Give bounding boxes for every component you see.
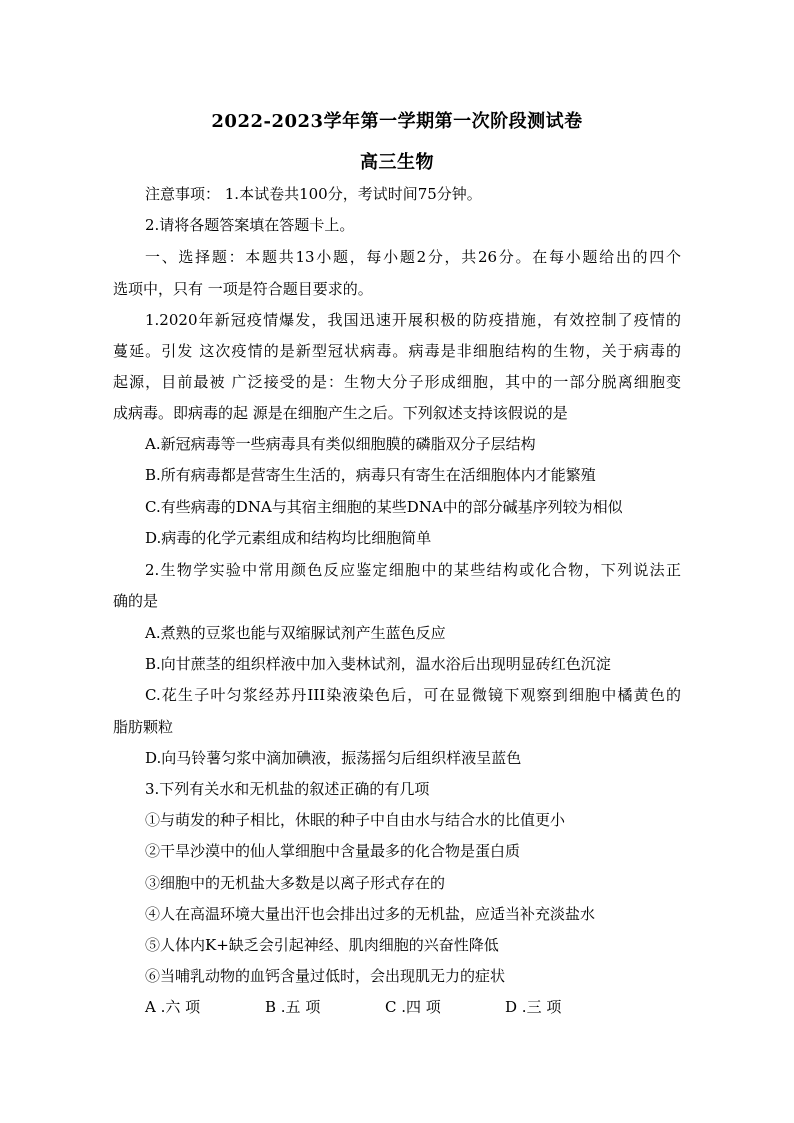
q3-item-2: ②干旱沙漠中的仙人掌细胞中含量最多的化合物是蛋白质 bbox=[145, 842, 521, 860]
q3-item-6: ⑥当哺乳动物的血钙含量过低时，会出现肌无力的症状 bbox=[145, 967, 506, 985]
q3-choice-a: A .六 项 bbox=[145, 998, 201, 1016]
q3-item-1: ①与萌发的种子相比，休眠的种子中自由水与结合水的比值更小 bbox=[145, 811, 566, 829]
exam-subject: 高三生物 bbox=[360, 152, 434, 173]
q1-stem-line-4: 成病毒。即病毒的起 源是在细胞产生之后。下列叙述支持该假说的是 bbox=[113, 404, 568, 422]
q1-stem-line-2: 蔓延。引发 这次疫情的是新型冠状病毒。病毒是非细胞结构的生物，关于病毒的 bbox=[113, 342, 681, 360]
q3-choices bbox=[145, 997, 605, 1017]
section-heading-line-2: 选项中，只有 一项是符合题目要求的。 bbox=[113, 280, 373, 298]
q1-option-d: D.病毒的化学元素组成和结构均比细胞简单 bbox=[145, 529, 432, 547]
q2-stem-line-1: 2.生物学实验中常用颜色反应鉴定细胞中的某些结构或化合物，下列说法正 bbox=[145, 561, 681, 579]
q3-choice-c: C .四 项 bbox=[385, 998, 441, 1016]
q2-option-c-line-1: C.花生子叶匀浆经苏丹III染液染色后，可在显微镜下观察到细胞中橘黄色的 bbox=[145, 686, 681, 704]
exam-title: 2022-2023学年第一学期第一次阶段测试卷 bbox=[211, 111, 583, 132]
q1-option-c: C.有些病毒的DNA与其宿主细胞的某些DNA中的部分碱基序列较为相似 bbox=[145, 498, 623, 516]
q3-item-4: ④人在高温环境大量出汗也会排出过多的无机盐，应适当补充淡盐水 bbox=[145, 905, 596, 923]
q1-stem-line-1: 1.2020年新冠疫情爆发，我国迅速开展积极的防疫措施，有效控制了疫情的 bbox=[145, 311, 681, 329]
q3-choice-d: D .三 项 bbox=[505, 998, 562, 1016]
q1-option-a: A.新冠病毒等一些病毒具有类似细胞膜的磷脂双分子层结构 bbox=[145, 435, 536, 453]
q2-option-b: B.向甘蔗茎的组织样液中加入斐林试剂，温水浴后出现明显砖红色沉淀 bbox=[145, 655, 611, 673]
section-heading-line-1: 一、选择题：本题共13小题，每小题2分，共26分。在每小题给出的四个 bbox=[145, 248, 681, 266]
q3-choice-b: B .五 项 bbox=[265, 998, 321, 1016]
q1-stem-line-3: 起源，目前最被 广泛接受的是：生物大分子形成细胞，其中的一部分脱离细胞变 bbox=[113, 373, 681, 391]
q3-item-5: ⑤人体内K+缺乏会引起神经、肌肉细胞的兴奋性降低 bbox=[145, 936, 499, 954]
q3-item-3: ③细胞中的无机盐大多数是以离子形式存在的 bbox=[145, 874, 446, 892]
q3-stem: 3.下列有关水和无机盐的叙述正确的有几项 bbox=[145, 780, 430, 798]
q2-stem-line-2: 确的是 bbox=[113, 592, 159, 610]
q2-option-c-line-2: 脂肪颗粒 bbox=[113, 718, 174, 736]
q2-option-a: A.煮熟的豆浆也能与双缩脲试剂产生蓝色反应 bbox=[145, 624, 446, 642]
notice-line-1: 注意事项： 1.本试卷共100分，考试时间75分钟。 bbox=[145, 185, 482, 203]
q2-option-d: D.向马铃薯匀浆中滴加碘液，振荡摇匀后组织样液呈蓝色 bbox=[145, 749, 522, 767]
notice-line-2: 2.请将各题答案填在答题卡上。 bbox=[145, 216, 355, 234]
q1-option-b: B.所有病毒都是营寄生生活的，病毒只有寄生在活细胞体内才能繁殖 bbox=[145, 466, 596, 484]
